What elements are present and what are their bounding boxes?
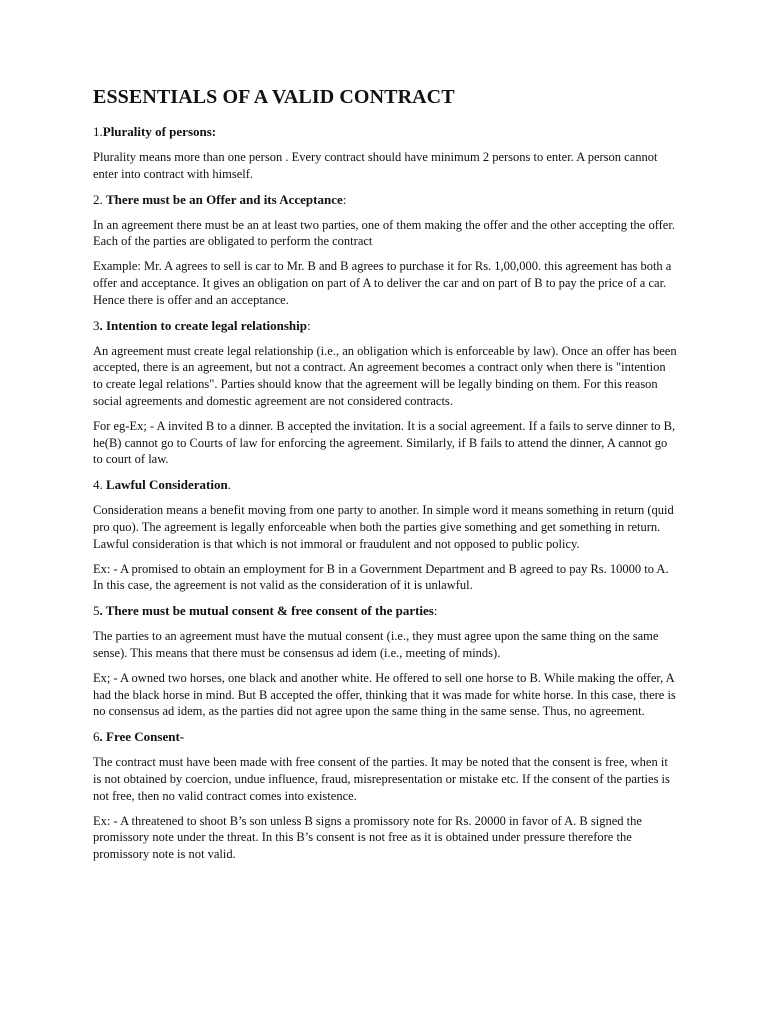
paragraph: In an agreement there must be an at least two parties, one of them making the offer and the other accepting the offer. Each of the parties are obligated to perform the contract: [93, 217, 675, 249]
section-suffix: :: [433, 603, 438, 619]
section-suffix: :: [342, 191, 347, 207]
section-number: 1.: [93, 124, 103, 139]
paragraph: Consideration means a benefit moving from one party to another. In simple word it means something in return (quid pro quo). The agreement is legally enforceable when both the parties give something and get something in return. Lawful consideration is that which is not immoral or fraudulent and not opposed to public policy.: [93, 503, 674, 551]
paragraph: Example: Mr. A agrees to sell is car to Mr. B and B agrees to purchase it for Rs. 1,00,000. this agreement has both a offer and acceptance. It gives an obligation on part of A to deliver the car and on part of B to pay the price of a car. Hence there is offer and an acceptance.: [93, 259, 672, 307]
section-title: . Intention to create legal relationship: [99, 317, 308, 333]
section-heading-5: [93, 602, 678, 619]
document-content: [93, 86, 678, 871]
section-number: 3: [93, 317, 100, 333]
section-title: . There must be mutual consent & free consent of the parties: [99, 603, 434, 619]
paragraph: Plurality means more than one person . Every contract should have minimum 2 persons to enter. A person cannot enter into contract with himself.: [93, 150, 658, 181]
paragraph: The contract must have been made with free consent of the parties. It may be noted that the consent is free, when it is not obtained by coercion, undue influence, fraud, misrepresentation or mistake etc. If the consent of the parties is not free, then no valid contract comes into existence.: [93, 755, 670, 803]
paragraph: The parties to an agreement must have the mutual consent (i.e., they must agree upon the same thing on the same sense). This means that there must be consensus ad idem (i.e., meeting of minds).: [93, 629, 659, 660]
section-title: Lawful Consideration: [106, 477, 228, 493]
section-heading-3: [93, 317, 678, 334]
paragraph: Ex: - A threatened to shoot B’s son unless B signs a promissory note for Rs. 20000 in favor of A. B signed the promissory note under the threat. In this B’s consent is not free as it is obtained under pressure therefore the promissory note is not valid.: [93, 813, 642, 862]
paragraph: An agreement must create legal relationship (i.e., an obligation which is enforceable by law). Once an offer has been accepted, there is an agreement, but not a contract. An agreement becomes a contract only when there is "intention to create legal relations". Parties should know that the agreement will be legally binding on them. For this reason social agreements and domestic agreement are not considered contracts.: [93, 343, 677, 408]
paragraph: Ex: - A promised to obtain an employment for B in a Government Department and B agreed to pay Rs. 10000 to A. In this case, the agreement is not valid as the consideration of it is unlawful.: [93, 561, 669, 593]
section-number: 4.: [93, 477, 106, 493]
section-number: 5: [93, 603, 100, 619]
section-heading-1: [93, 123, 678, 140]
section-heading-2: [93, 191, 678, 208]
section-title: . Free Consent-: [99, 729, 185, 745]
section-suffix: .: [227, 477, 231, 493]
section-title: Plurality of persons:: [102, 124, 217, 139]
section-title: There must be an Offer and its Acceptance: [106, 191, 343, 207]
paragraph: Ex; - A owned two horses, one black and another white. He offered to sell one horse to B. While making the offer, A had the black horse in mind. But B accepted the offer, thinking that it was made for white horse. In this case, there is no consensus ad idem, as the parties did not agree upon the same thing in the same sense. Thus, no agreement.: [93, 670, 676, 719]
document-title: ESSENTIALS OF A VALID CONTRACT: [93, 86, 455, 108]
section-number: 6: [93, 729, 100, 745]
section-heading-6: [93, 728, 678, 745]
section-suffix: :: [307, 317, 311, 333]
section-number: 2.: [93, 191, 106, 207]
section-heading-4: [93, 476, 678, 493]
paragraph: For eg-Ex; - A invited B to a dinner. B accepted the invitation. It is a social agreement. If a fails to serve dinner to B, he(B) cannot go to Courts of law for enforcing the agreement. Similarly, if B fails to attend the dinner, A cannot go to court of law.: [93, 418, 676, 467]
